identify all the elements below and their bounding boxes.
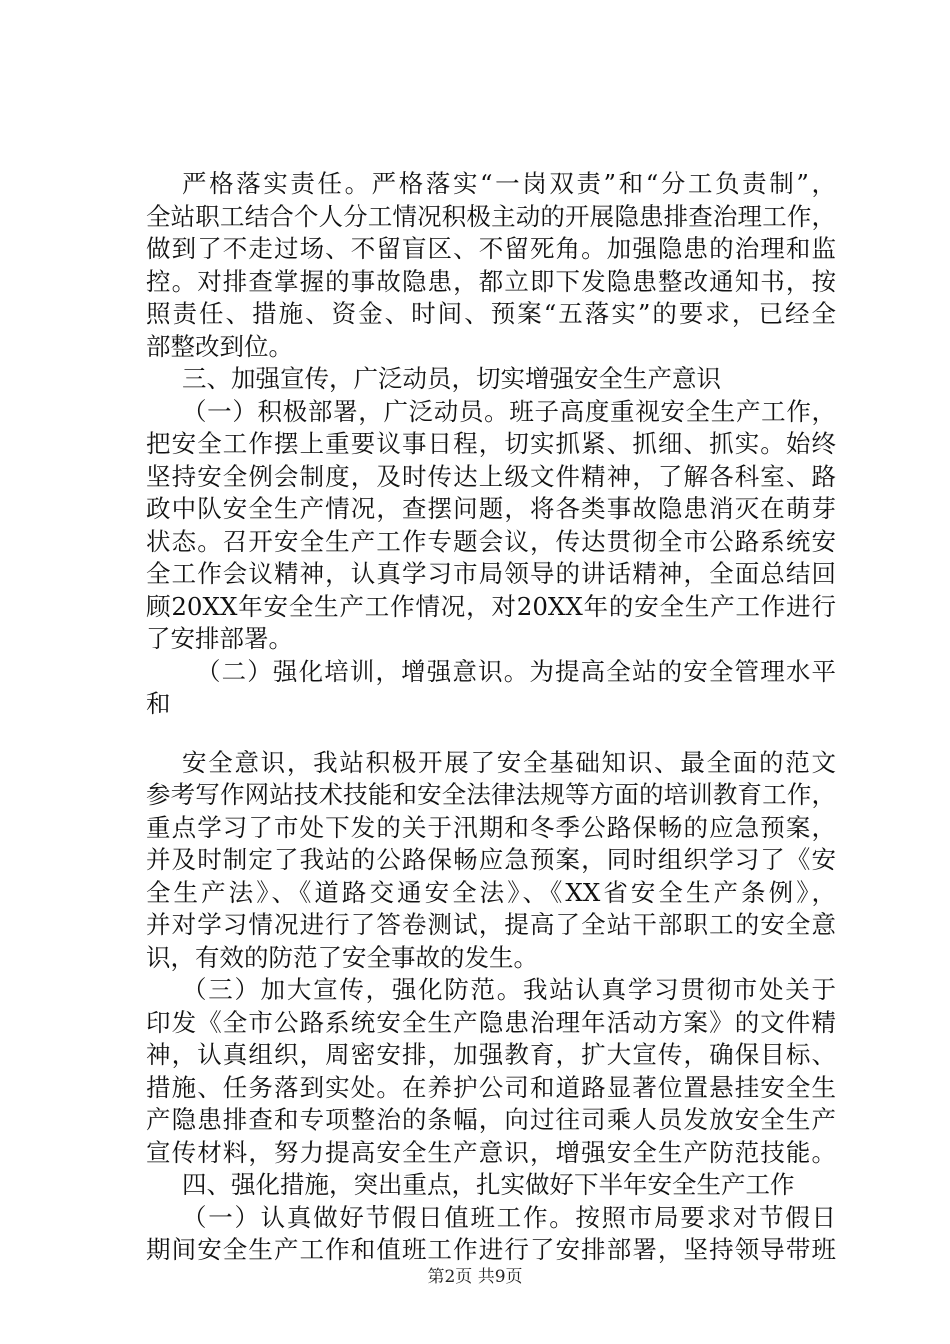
text-line: 坚持安全例会制度，及时传达上级文件精神，了解各科室、路 [146, 461, 836, 491]
text-line: 政中队安全生产情况，查摆问题，将各类事故隐患消灭在萌芽 [146, 494, 836, 523]
text-line: 顾20XX年安全生产工作情况，对20XX年的安全生产工作进行 [146, 591, 836, 621]
text-line: 把安全工作摆上重要议事日程，切实抓紧、抓细、抓实。始终 [146, 429, 836, 458]
section-heading: 四、强化措施，突出重点，扎实做好下半年安全生产工作 [182, 1170, 795, 1199]
text-line: 部整改到位。 [146, 331, 293, 361]
text-line: 产隐患排查和专项整治的条幅，向过往司乘人员发放安全生产 [146, 1105, 836, 1134]
text-line: 并对学习情况进行了答卷测试，提高了全站干部职工的安全意 [146, 910, 836, 939]
text-line: 和 [146, 689, 171, 718]
text-line: 做到了不走过场、不留盲区、不留死角。加强隐患的治理和监 [146, 234, 836, 263]
text-line: 重点学习了市处下发的关于汛期和冬季公路保畅的应急预案， [146, 812, 836, 842]
text-line: 印发《全市公路系统安全生产隐患治理年活动方案》的文件精 [146, 1007, 836, 1037]
paragraph-gap [146, 721, 836, 747]
text-line: 全生产法》、《道路交通安全法》、《XX省安全生产条例》， [146, 877, 836, 907]
text-line: 控。对排查掌握的事故隐患，都立即下发隐患整改通知书，按 [146, 266, 836, 296]
text-line: 安全意识，我站积极开展了安全基础知识、最全面的范文 [182, 747, 836, 777]
text-line: 全站职工结合个人分工情况积极主动的开展隐患排查治理工作， [146, 201, 836, 231]
text-line: 期间安全生产工作和值班工作进行了安排部署，坚持领导带班 [146, 1235, 836, 1264]
text-line: 参考写作网站技术技能和安全法律法规等方面的培训教育工作， [146, 780, 836, 809]
text-line: （二）强化培训，增强意识。为提高全站的安全管理水平 [196, 656, 836, 686]
text-line: （一）认真做好节假日值班工作。按照市局要求对节假日 [182, 1202, 836, 1232]
text-line: 严格落实责任。严格落实“一岗双责”和“分工负责制”， [182, 169, 836, 198]
text-line: 宣传材料，努力提高安全生产意识，增强安全生产防范技能。 [146, 1137, 836, 1167]
text-line: 照责任、措施、资金、时间、预案“五落实”的要求，已经全 [146, 299, 836, 328]
text-line: 全工作会议精神，认真学习市局领导的讲话精神，全面总结回 [146, 559, 836, 588]
text-line: 识，有效的防范了安全事故的发生。 [146, 942, 538, 972]
page-footer [0, 1266, 950, 1288]
text-line: （三）加大宣传，强化防范。我站认真学习贯彻市处关于 [182, 975, 836, 1004]
page-number-label: 第2页 共9页 [427, 1267, 523, 1287]
section-heading: 三、加强宣传，广泛动员，切实增强安全生产意识 [182, 364, 721, 393]
text-line: 并及时制定了我站的公路保畅应急预案，同时组织学习了《安 [146, 845, 836, 874]
text-line: 神，认真组织，周密安排，加强教育，扩大宣传，确保目标、 [146, 1040, 836, 1069]
text-line: （一）积极部署，广泛动员。班子高度重视安全生产工作， [182, 396, 836, 426]
text-line: 了安排部署。 [146, 624, 293, 653]
text-line: 措施、任务落到实处。在养护公司和道路显著位置悬挂安全生 [146, 1072, 836, 1102]
document-body [146, 168, 836, 1267]
text-line: 状态。召开安全生产工作专题会议，传达贯彻全市公路系统安 [146, 526, 836, 556]
